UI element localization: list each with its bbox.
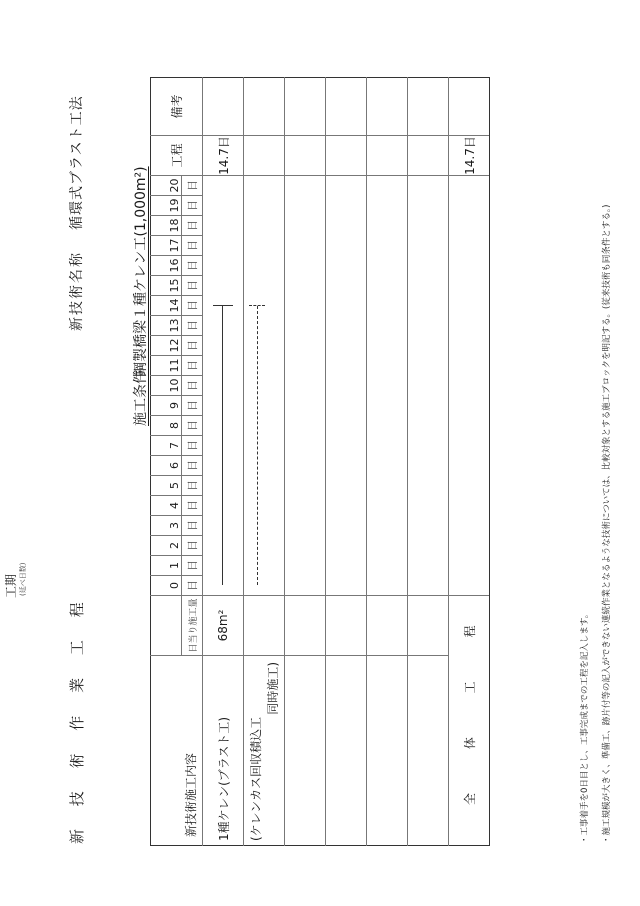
row-remarks [326,78,367,136]
day-17: 17 [151,236,182,256]
row-content-line2: 同時施工) [266,662,280,715]
condition-value: 鋼製橋梁１種ケレン工(1,000m²) [133,166,149,376]
row-remarks [367,78,408,136]
period-subheader: (延べ日数) [19,562,27,596]
day-10: 10 [151,376,182,396]
row-content [367,656,408,846]
row-remarks [408,78,449,136]
row-schedule [367,136,408,176]
row-gantt [285,176,326,596]
row-content [244,656,285,846]
content-header [151,656,203,846]
day-unit: 日 [182,556,203,576]
row-content: 1種ケレン(ブラスト工) [203,656,244,846]
day-unit: 日 [182,196,203,216]
schedule-table [150,77,490,846]
day-12: 12 [151,336,182,356]
day-3: 3 [151,516,182,536]
document-title: 新 技 術 作 業 工 程 [68,593,86,844]
row-gantt [203,176,244,596]
day-19: 19 [151,196,182,216]
day-unit: 日 [182,336,203,356]
day-unit: 日 [182,576,203,596]
day-unit: 日 [182,456,203,476]
tech-name-value: 循環式ブラスト工法 [69,95,85,230]
row-gantt [244,176,285,596]
day-18: 18 [151,216,182,236]
day-4: 4 [151,496,182,516]
row-content [408,656,449,846]
day-unit: 日 [182,376,203,396]
day-unit: 日 [182,256,203,276]
day-20: 20 [151,176,182,196]
day-14: 14 [151,296,182,316]
period-header-cell [151,596,182,656]
day-unit: 日 [182,496,203,516]
schedule-end-tick [213,305,233,306]
row-gantt [367,176,408,596]
total-schedule: 14.7日 [449,136,490,176]
day-unit: 日 [182,516,203,536]
header-row-days [151,78,182,846]
row-schedule: 14.7日 [203,136,244,176]
day-unit: 日 [182,536,203,556]
daily-qty-header: 日当り施工量 [182,596,203,656]
day-unit: 日 [182,176,203,196]
row-content [285,656,326,846]
day-11: 11 [151,356,182,376]
total-row [449,78,490,846]
row-daily-qty: 68m² [203,596,244,656]
day-6: 6 [151,456,182,476]
day-2: 2 [151,536,182,556]
content-header-text: 新技術施工内容 [183,752,198,837]
row-daily-qty [408,596,449,656]
table-row [244,78,285,846]
row-schedule [326,136,367,176]
day-13: 13 [151,316,182,336]
row-daily-qty [367,596,408,656]
note-1: ・工事着手を0日目とし、工事完成までの工程を記入します。 [580,609,590,844]
schedule-bar-dashed [257,306,258,585]
day-unit: 日 [182,356,203,376]
day-unit: 日 [182,216,203,236]
day-unit: 日 [182,296,203,316]
day-unit: 日 [182,396,203,416]
day-8: 8 [151,416,182,436]
day-5: 5 [151,476,182,496]
day-0: 0 [151,576,182,596]
row-schedule [244,136,285,176]
total-label: 全 体 工 程 [449,596,490,846]
schedule-bar [222,306,223,585]
row-daily-qty [244,596,285,656]
day-unit: 日 [182,276,203,296]
day-unit: 日 [182,416,203,436]
table-row [285,78,326,846]
row-schedule [285,136,326,176]
day-unit: 日 [182,236,203,256]
schedule-end-tick-dashed [249,305,265,306]
row-schedule [408,136,449,176]
day-unit: 日 [182,436,203,456]
table-row [203,78,244,846]
day-7: 7 [151,436,182,456]
note-2: ・施工規模が大きく、準備工、跡片付等の記入ができない連続作業となるような技術については、比較対象とする施工ブロックを明記する。(従来技術も同条件とする。) [602,204,612,844]
row-remarks [285,78,326,136]
row-remarks [244,78,285,136]
remarks-header: 備考 [151,78,203,136]
row-gantt [408,176,449,596]
period-header: 工期 [4,573,18,598]
total-gantt [449,176,490,596]
table-row [326,78,367,846]
row-content-line1: (ケレンカス回収積込工 [249,716,263,841]
schedule-header: 工程 [151,136,203,176]
day-9: 9 [151,396,182,416]
day-unit: 日 [182,316,203,336]
row-remarks [203,78,244,136]
row-daily-qty [285,596,326,656]
day-1: 1 [151,556,182,576]
day-15: 15 [151,276,182,296]
day-unit: 日 [182,476,203,496]
table-row [408,78,449,846]
row-daily-qty [326,596,367,656]
tech-name-label: 新技術名称 [69,251,85,331]
total-remarks [449,78,490,136]
condition-label: 施工条件 [133,370,149,426]
day-16: 16 [151,256,182,276]
row-gantt [326,176,367,596]
row-content [326,656,367,846]
table-row [367,78,408,846]
